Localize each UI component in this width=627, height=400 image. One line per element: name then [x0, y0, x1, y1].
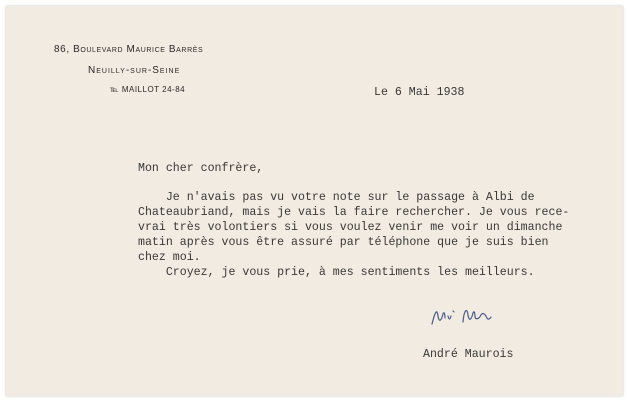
letterhead-address: 86, Boulevard Maurice Barrès [54, 44, 204, 55]
paragraph-line: Chateaubriand, mais je vais la faire rechercher. Je vous rece- [138, 206, 570, 219]
signed-name: André Maurois [423, 348, 514, 361]
salutation: Mon cher confrère, [138, 162, 264, 175]
letter-sheet [6, 6, 623, 396]
letterhead-city: Neuilly-sur-Seine [88, 65, 181, 76]
letter-date: Le 6 Mai 1938 [374, 86, 465, 99]
paragraph-line: vrai très volontiers si vous voulez venir me voir un dimanche [138, 221, 563, 234]
paragraph-line: Je n'avais pas vu votre note sur le passage à Albi de [138, 191, 535, 204]
handwritten-signature [429, 302, 493, 330]
telephone-icon: ℡ [110, 85, 120, 94]
closing-line: Croyez, je vous prie, à mes sentiments les meilleurs. [138, 266, 535, 279]
paragraph-line: matin après vous être assuré par téléphone que je suis bien [138, 236, 549, 249]
paragraph-line: chez moi. [138, 251, 201, 264]
letterhead-phone: ℡ MAILLOT 24-84 [110, 85, 186, 94]
